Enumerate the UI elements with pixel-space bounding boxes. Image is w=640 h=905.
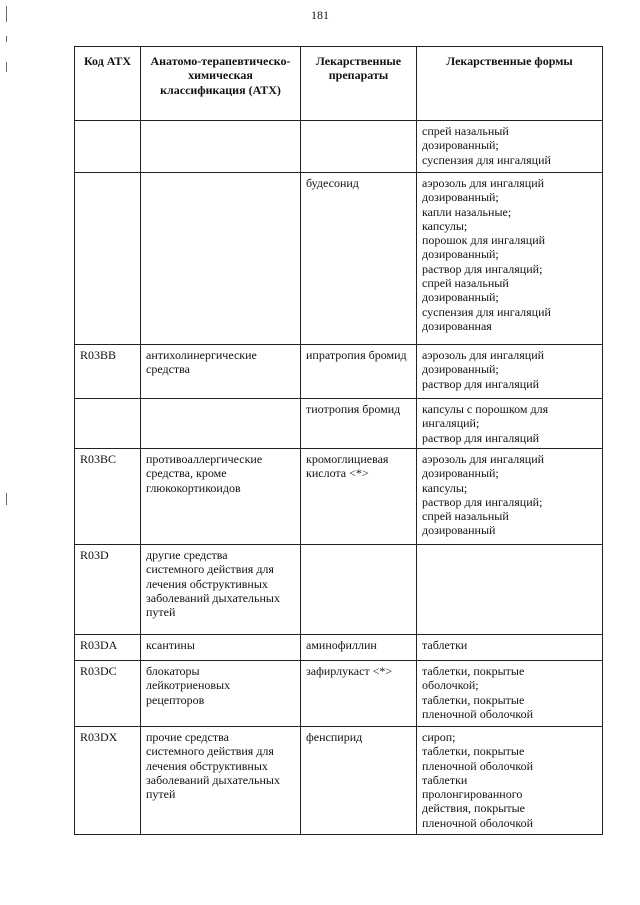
scan-edge-marks (6, 0, 12, 905)
atc-code-text: R03DX (80, 730, 118, 744)
atc-class-text: прочие средства системного действия для лечения обструктивных заболеваний дыхательных путей (146, 730, 280, 802)
table-row (75, 121, 603, 173)
cell-drug (301, 345, 417, 399)
cell-drug (301, 173, 417, 345)
atc-code-text: R03BC (80, 452, 117, 466)
atc-class-text: антихолинергические средства (146, 348, 257, 377)
cell-drug (301, 727, 417, 835)
drug-text: будесонид (306, 176, 359, 190)
cell-atc-code (75, 661, 141, 727)
atc-class-text: блокаторы лейкотриеновых рецепторов (146, 664, 231, 707)
table-row (75, 449, 603, 545)
cell-atc-code (75, 449, 141, 545)
cell-drug (301, 399, 417, 449)
cell-forms (417, 449, 603, 545)
cell-drug (301, 661, 417, 727)
cell-atc-code (75, 345, 141, 399)
drug-text: ипратропия бромид (306, 348, 407, 362)
header-atc-code: Код АТХ (75, 47, 141, 121)
atc-class-text: противоаллергические средства, кроме глюкокортикоидов (146, 452, 263, 495)
table-row (75, 545, 603, 635)
cell-atc-code (75, 399, 141, 449)
drug-text: зафирлукаст <*> (306, 664, 393, 678)
table-row (75, 345, 603, 399)
cell-atc-code (75, 635, 141, 661)
cell-atc-class (141, 173, 301, 345)
cell-forms (417, 661, 603, 727)
atc-code-text: R03DA (80, 638, 118, 652)
table-row (75, 399, 603, 449)
table-row (75, 635, 603, 661)
forms-text: спрей назальный дозированный; суспензия для ингаляций (422, 124, 551, 167)
atc-class-text: другие средства системного действия для лечения обструктивных заболеваний дыхательных путей (146, 548, 280, 620)
forms-text: сироп; таблетки, покрытые пленочной оболочкой таблетки пролонгированного действия, покрытые пленочной оболочкой (422, 730, 534, 830)
cell-forms (417, 727, 603, 835)
cell-atc-class (141, 399, 301, 449)
cell-drug (301, 121, 417, 173)
cell-atc-code (75, 545, 141, 635)
forms-text: таблетки (422, 638, 468, 652)
atc-code-text: R03D (80, 548, 109, 562)
cell-forms (417, 121, 603, 173)
cell-forms (417, 635, 603, 661)
cell-atc-code (75, 173, 141, 345)
cell-drug (301, 545, 417, 635)
cell-forms (417, 545, 603, 635)
header-atc-classification: Анатомо-терапевтическо-химическая классификация (АТХ) (141, 47, 301, 121)
cell-atc-class (141, 121, 301, 173)
cell-atc-class (141, 727, 301, 835)
atc-code-text: R03BB (80, 348, 117, 362)
cell-atc-class (141, 449, 301, 545)
cell-atc-class (141, 661, 301, 727)
drug-text: тиотропия бромид (306, 402, 401, 416)
header-drugs: Лекарственные препараты (301, 47, 417, 121)
cell-atc-class (141, 345, 301, 399)
cell-drug (301, 449, 417, 545)
table-row (75, 727, 603, 835)
cell-atc-code (75, 727, 141, 835)
cell-atc-code (75, 121, 141, 173)
table-row (75, 661, 603, 727)
forms-text: аэрозоль для ингаляций дозированный; раствор для ингаляций (422, 348, 545, 391)
header-dosage-forms: Лекарственные формы (417, 47, 603, 121)
cell-forms (417, 399, 603, 449)
atc-table (74, 46, 603, 835)
forms-text: капсулы с порошком для ингаляций; раствор для ингаляций (422, 402, 549, 445)
cell-forms (417, 173, 603, 345)
drug-text: кромоглициевая кислота <*> (306, 452, 389, 481)
drug-text: фенспирид (306, 730, 363, 744)
forms-text: аэрозоль для ингаляций дозированный; капли назальные; капсулы; порошок для ингаляций дозированный; раствор для ингаляций; спрей назальный дозированный; суспензия для ингаляций дозированная (422, 176, 551, 333)
atc-class-text: ксантины (146, 638, 195, 652)
forms-text: таблетки, покрытые оболочкой; таблетки, покрытые пленочной оболочкой (422, 664, 534, 721)
forms-text: аэрозоль для ингаляций дозированный; капсулы; раствор для ингаляций; спрей назальный дозированный (422, 452, 545, 538)
atc-code-text: R03DC (80, 664, 117, 678)
table-header-row (75, 47, 603, 121)
drug-text: аминофиллин (306, 638, 377, 652)
cell-atc-class (141, 545, 301, 635)
cell-drug (301, 635, 417, 661)
table-row (75, 173, 603, 345)
cell-atc-class (141, 635, 301, 661)
cell-forms (417, 345, 603, 399)
page-number: 181 (311, 8, 329, 22)
